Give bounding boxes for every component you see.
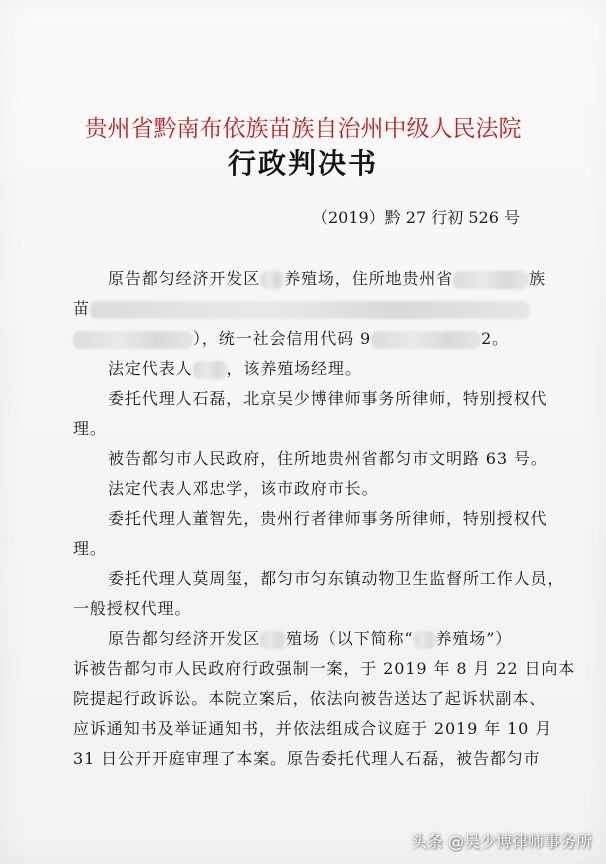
agent-2-line-2: 理。: [73, 539, 107, 558]
facts-line-1: 原告都匀经济开发区 殖场（以下简称“ 养殖场”）: [108, 629, 513, 648]
plaintiff-line-1: 原告都匀经济开发区 养殖场，住所地贵州省 族: [108, 269, 547, 288]
defendant-line: 被告都匀市人民政府，住所地贵州省都匀市文明路 63 号。: [108, 449, 548, 468]
agent-3-line-1: 委托代理人莫周玺，都匀市匀东镇动物卫生监督所工作人员，: [108, 569, 565, 588]
watermark: 头条 @吴少博律师事务所: [410, 832, 592, 851]
plaintiff-line-3: ），统一社会信用代码 9 2。: [73, 326, 509, 349]
agent-1-line-2: 理。: [73, 419, 107, 438]
redacted-text: [260, 271, 284, 289]
redacted-text: [453, 271, 529, 289]
case-number: （2019）黔 27 行初 526 号: [312, 208, 520, 227]
court-name: 贵州省黔南布依族苗族自治州中级人民法院: [84, 116, 522, 142]
agent-3-line-2: 一般授权代理。: [73, 599, 192, 618]
redacted-text: [193, 361, 227, 379]
facts-line-5: 31 日公开开庭审理了本案。原告委托代理人石磊，被告都匀市: [73, 749, 541, 768]
redacted-text: [73, 331, 193, 349]
redacted-text: [260, 631, 286, 649]
agent-1-line-1: 委托代理人石磊，北京吴少博律师事务所律师，特别授权代: [108, 389, 548, 408]
legal-rep-line: 法定代表人 ，该养殖场经理。: [108, 359, 362, 378]
redacted-text: [371, 331, 481, 349]
facts-line-3: 院提起行政诉讼。本院立案后，依法向被告送达了起诉状副本、: [73, 689, 547, 708]
document-title: 行政判决书: [227, 147, 378, 180]
redacted-text: [414, 631, 436, 649]
agent-2-line-1: 委托代理人董智先，贵州行者律师事务所律师，特别授权代: [108, 509, 548, 528]
defendant-rep-line: 法定代表人邓忠学，该市政府市长。: [108, 479, 379, 498]
redacted-text: [90, 301, 530, 319]
facts-line-2: 诉被告都匀市人民政府行政强制一案，于 2019 年 8 月 22 日向本: [73, 659, 576, 678]
plaintiff-line-2: 苗: [73, 296, 530, 319]
facts-line-4: 应诉通知书及举证通知书，并依法组成合议庭于 2019 年 10 月: [73, 719, 553, 738]
